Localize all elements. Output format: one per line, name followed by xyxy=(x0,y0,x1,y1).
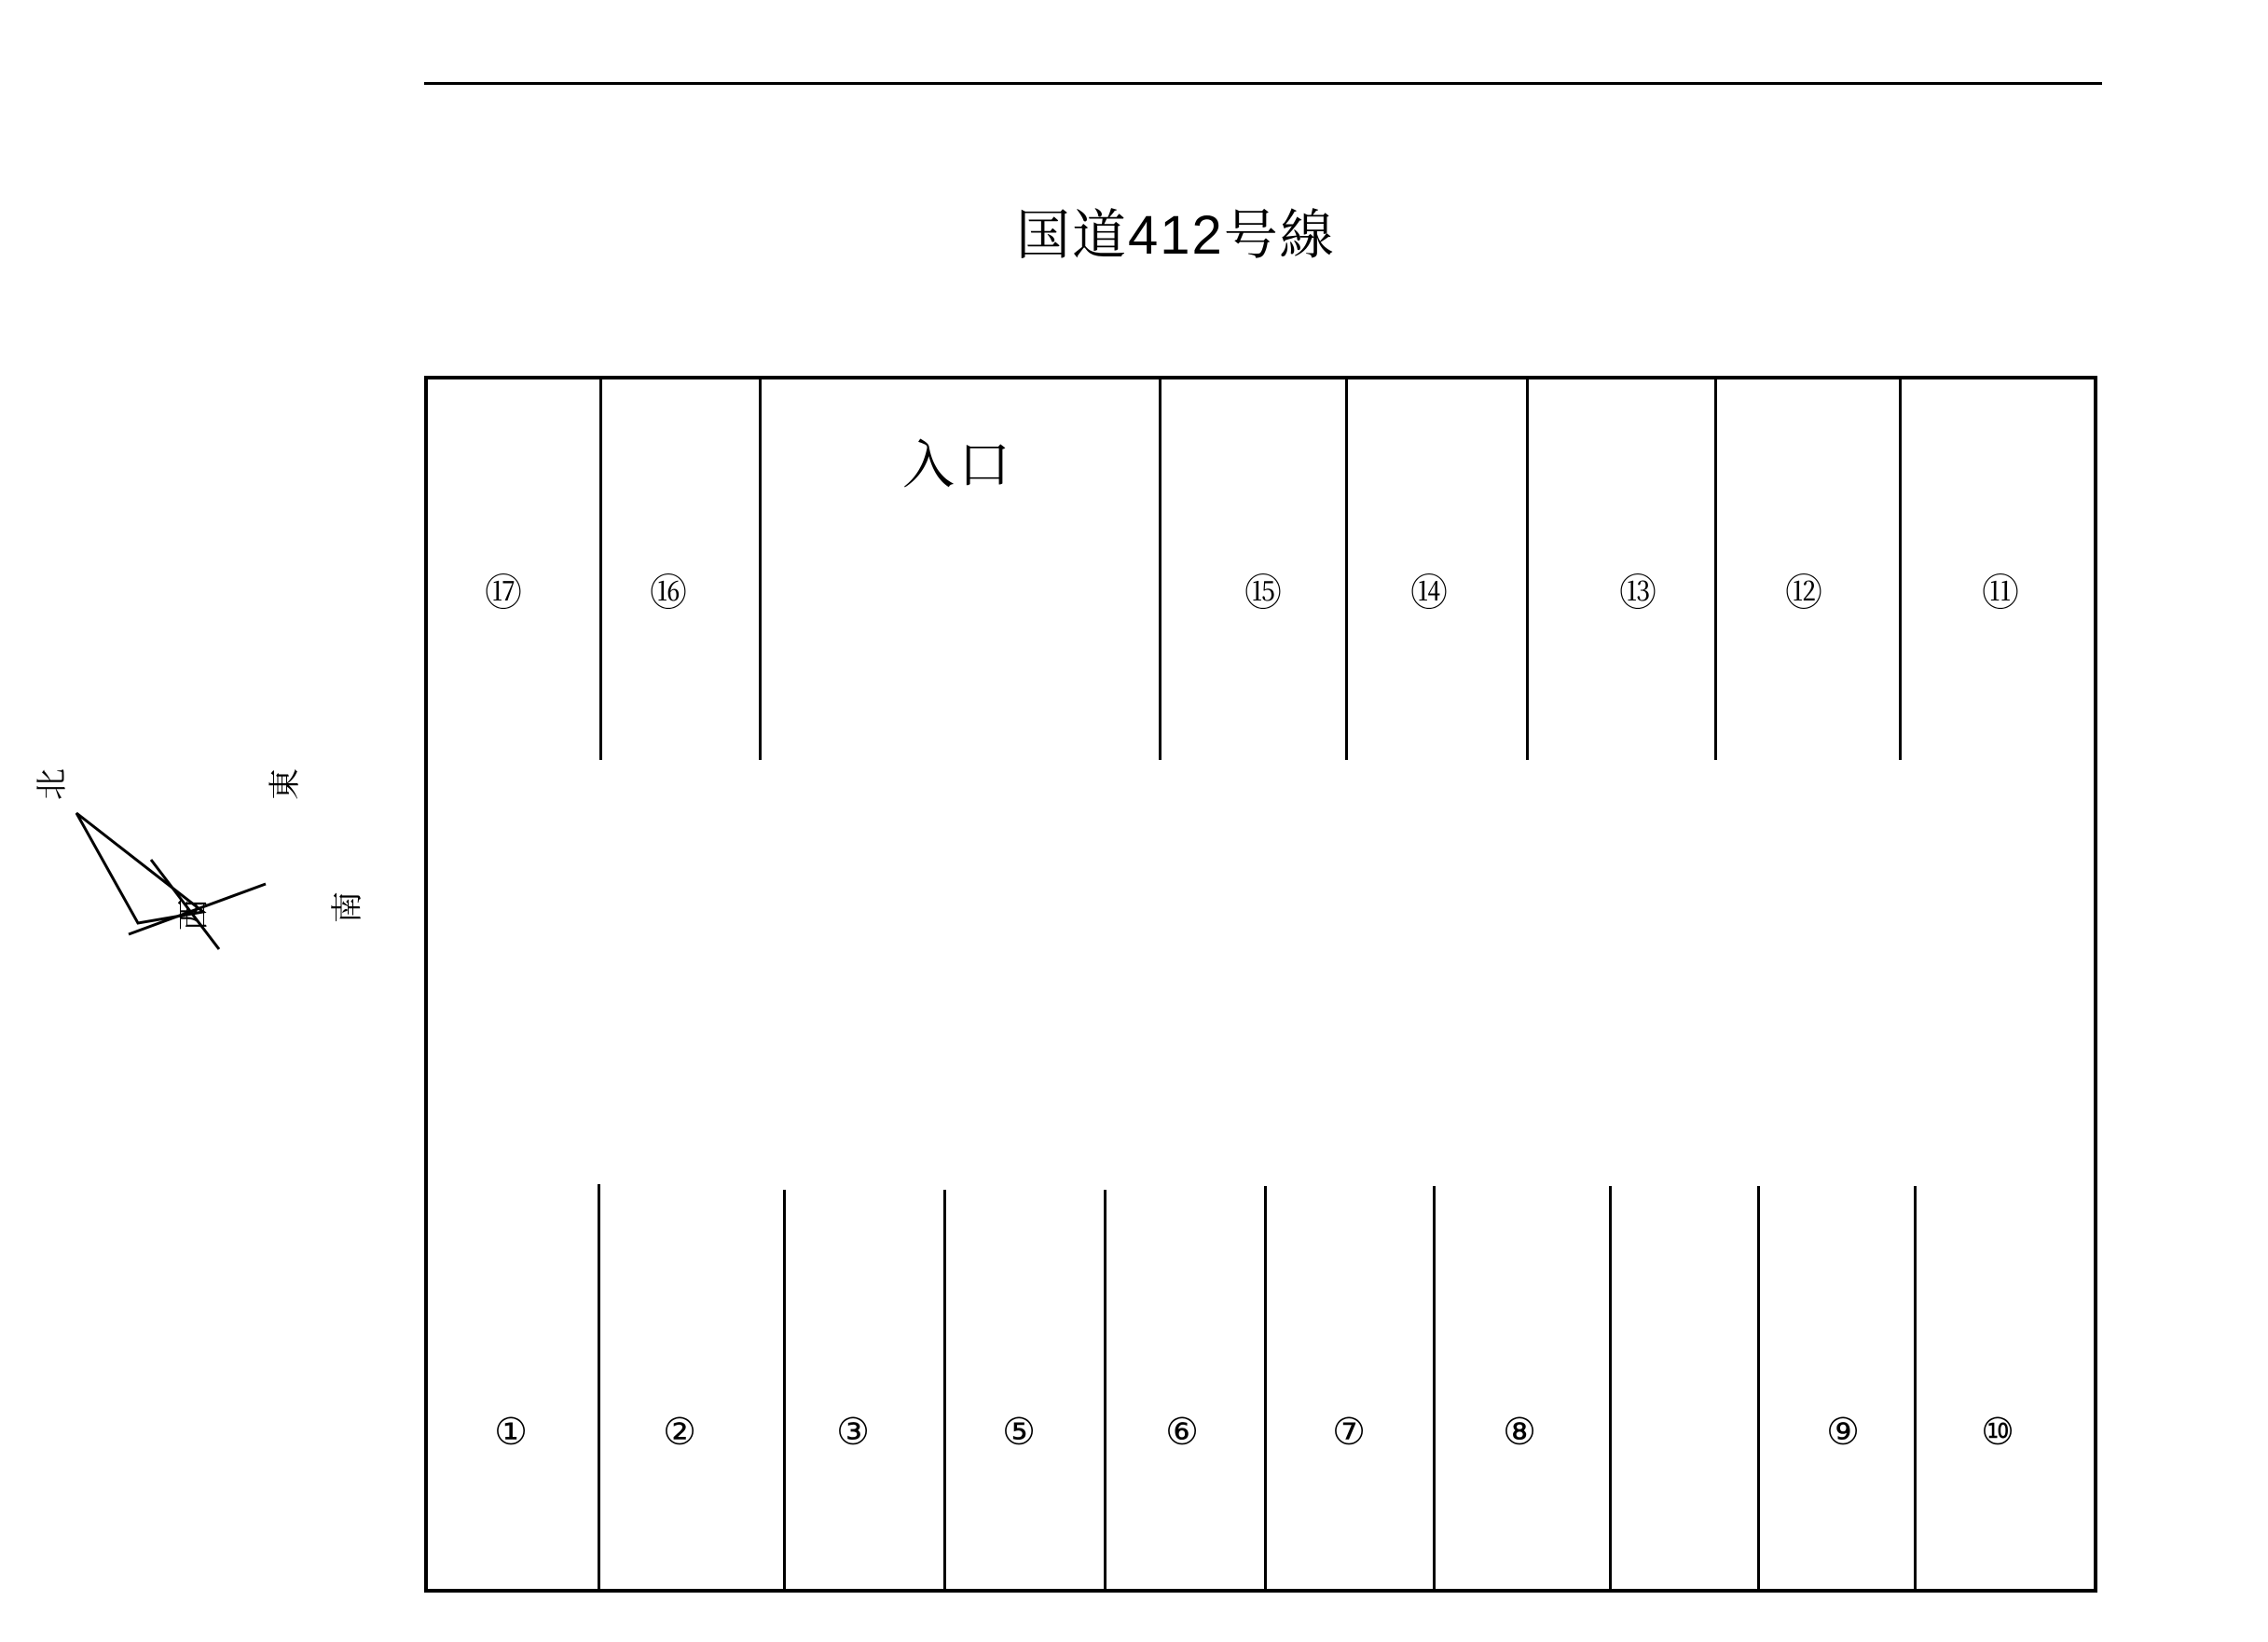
stall-divider-line xyxy=(1914,1186,1917,1592)
stall-number: ⑪ xyxy=(1982,573,2019,614)
stall-divider-line xyxy=(943,1190,946,1592)
stall-number: ⑰ xyxy=(485,573,522,614)
stall-divider-line xyxy=(1609,1186,1612,1592)
stall-divider-line xyxy=(599,378,602,760)
stall-number: ⑨ xyxy=(1826,1412,1860,1453)
stall-divider-line xyxy=(1264,1186,1267,1592)
road-edge-line xyxy=(424,82,2102,85)
stall-number: ③ xyxy=(836,1412,870,1453)
compass-south-label: 南 xyxy=(330,891,365,923)
compass-north-label: 北 xyxy=(34,768,70,800)
stall-divider-line xyxy=(1433,1186,1436,1592)
stall-number: ⑬ xyxy=(1619,573,1656,614)
lot-boundary xyxy=(424,376,2097,1593)
compass-rose xyxy=(9,768,365,1007)
compass-needle-icon xyxy=(9,774,364,1007)
stall-divider-line xyxy=(1104,1190,1107,1592)
road-label: 国道412号線 xyxy=(1016,205,1336,266)
entrance-label: 入口 xyxy=(902,435,1014,494)
stall-number: ⑫ xyxy=(1785,573,1822,614)
stall-number: ⑯ xyxy=(650,573,687,614)
stall-divider-line xyxy=(783,1190,786,1592)
stall-number: ② xyxy=(663,1412,696,1453)
stall-divider-line xyxy=(1899,378,1902,760)
stall-number: ① xyxy=(494,1412,528,1453)
stall-number: ⑤ xyxy=(1002,1412,1036,1453)
stall-number: ⑥ xyxy=(1165,1412,1199,1453)
stall-number: ⑩ xyxy=(1981,1412,2014,1453)
stall-divider-line xyxy=(598,1184,600,1592)
stall-divider-line xyxy=(759,378,762,760)
stall-number: ⑧ xyxy=(1503,1412,1536,1453)
compass-west-label: 西 xyxy=(176,899,212,931)
stall-divider-line xyxy=(1159,378,1161,760)
stall-number: ⑭ xyxy=(1410,573,1448,614)
stall-divider-line xyxy=(1714,378,1717,760)
compass-east-label: 東 xyxy=(268,768,303,800)
stall-number: ⑦ xyxy=(1332,1412,1366,1453)
stall-divider-line xyxy=(1345,378,1348,760)
stall-number: ⑮ xyxy=(1244,573,1282,614)
stall-divider-line xyxy=(1526,378,1529,760)
stall-divider-line xyxy=(1757,1186,1760,1592)
